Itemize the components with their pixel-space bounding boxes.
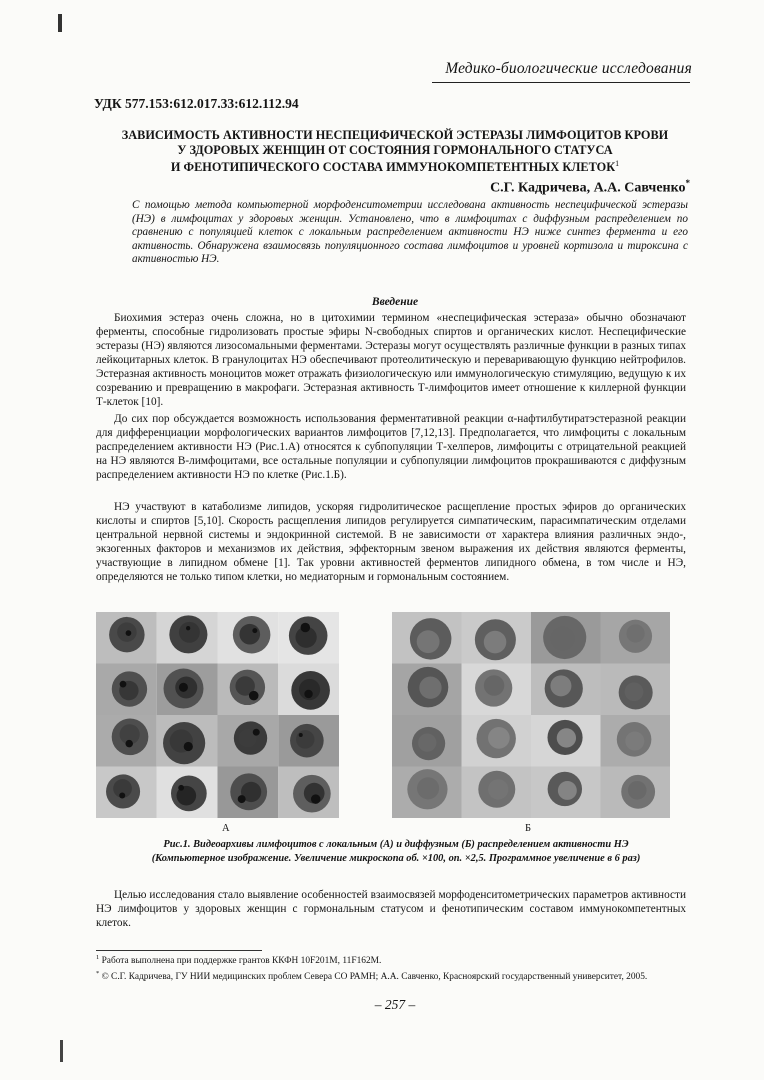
caption-line: (Компьютерное изображение. Увеличение микроскопа об. ×100, оп. ×2,5. Программное увеличение в 6 раз) xyxy=(151,852,641,864)
lymphocyte-tile xyxy=(531,715,601,767)
lymphocyte-tile xyxy=(218,612,279,664)
esterase-spot xyxy=(126,630,132,636)
cell-nucleus xyxy=(557,728,576,747)
lymphocyte-tile xyxy=(462,767,532,819)
cell-nucleus xyxy=(484,675,504,695)
footnote: $^1$ Работа выполнена при поддержке грантов ККФН 10F201M, 11F162M. xyxy=(96,954,382,967)
lymphocyte-tile xyxy=(157,715,218,767)
lymphocyte-tile xyxy=(278,612,339,664)
micrograph-panel-b xyxy=(392,612,670,818)
cell-nucleus xyxy=(418,733,436,751)
lymphocyte-tile xyxy=(218,664,279,716)
lymphocyte-tile xyxy=(96,612,157,664)
lymphocyte-tile xyxy=(462,612,532,664)
lymphocyte-tile xyxy=(531,664,601,716)
panel-label-b: Б xyxy=(525,823,532,834)
lymphocyte-tile xyxy=(462,664,532,716)
body-paragraph: НЭ участвуют в катаболизме липидов, ускоряя гидролитическое расщепление простых эфиров до органических кислоты и спиртов [5,10]. Скорость расщепления липидов регулируется симпатическим, парасимпатическим отделами центральной нервной системы и эндокринной системой. В не зависимости от характера влияния различных эндо-, экзогенных факторов и механизмов их действия, эффекторным звеном выражения их действия являются ферменты, участвующие в липидном обмене [1]. Так уровни активностей ферментов липидного обмена, в том числе и НЭ, определяются не только типом клетки, но медиаторным и гормональным состоянием. xyxy=(96,501,686,583)
lymphocyte-tile xyxy=(218,715,279,767)
esterase-spot xyxy=(304,690,312,698)
footnotes xyxy=(96,952,690,983)
footnote-rule xyxy=(96,950,262,951)
authors: С.Г. Кадричева, А.А. Савченко* xyxy=(490,178,690,196)
esterase-spot xyxy=(252,628,257,633)
cell-nucleus xyxy=(625,732,644,751)
udk-code: УДК 577.153:612.017.33:612.112.94 xyxy=(94,96,299,111)
cell-nucleus xyxy=(417,630,440,653)
cell-nucleus xyxy=(239,624,260,645)
lymphocyte-tile xyxy=(278,767,339,819)
lymphocyte-tile xyxy=(462,715,532,767)
footnote-ref: 1 xyxy=(615,159,620,168)
scan-mark xyxy=(58,14,62,32)
cell-nucleus xyxy=(625,682,644,701)
esterase-spot xyxy=(119,793,125,799)
cell-nucleus xyxy=(488,727,510,749)
author-footnote-ref: * xyxy=(685,178,690,188)
title-line: ЗАВИСИМОСТЬ АКТИВНОСТИ НЕСПЕЦИФИЧЕСКОЙ ЭСТЕРАЗЫ ЛИМФОЦИТОВ КРОВИ xyxy=(121,128,669,142)
lymphocyte-tile xyxy=(601,612,671,664)
lymphocyte-tile xyxy=(96,715,157,767)
lymphocyte-tile xyxy=(601,664,671,716)
lymphocyte-tile xyxy=(392,715,462,767)
lymphocyte-tile xyxy=(96,767,157,819)
esterase-spot xyxy=(186,626,190,630)
lymphocyte-tile xyxy=(531,612,601,664)
lymphocyte-tile xyxy=(601,715,671,767)
title-line: И ФЕНОТИПИЧЕСКОГО СОСТАВА ИММУНОКОМПЕТЕНТНЫХ КЛЕТОК$^1$ xyxy=(170,159,620,175)
cell-nucleus xyxy=(558,781,577,800)
lymphocyte-tile xyxy=(392,612,462,664)
esterase-spot xyxy=(238,795,246,803)
lymphocyte-tile xyxy=(278,715,339,767)
lymphocyte-tile xyxy=(96,664,157,716)
lymphocyte-tile xyxy=(278,664,339,716)
cell-nucleus xyxy=(296,730,314,748)
figure-caption xyxy=(96,838,696,865)
lymphocyte-tile xyxy=(157,767,218,819)
body-paragraph: Биохимия эстераз очень сложна, но в цитохимии термином «неспецифическая эстераза» обычно обозначают ферменты, способные гидролизовать простые эфиры N-свободных спиртов и органических кислот. Неспецифические эстеразы (НЭ) являются лизосомальными ферментами. Эстеразы могут осуществлять различные функции в разных типах лейкоцитарных клеток. В гранулоцитах НЭ обеспечивают протеолитическую и переваривающую функцию нейтрофилов. Эстеразная активность моноцитов может отражать физиологическую или иммунологическую стимуляцию, ведущую к их созреванию и превращению в макрофаги. Эстеразная активность Т-лимфоцитов имеет отношение к киллерной функции Т-клеток [10]. xyxy=(96,312,686,408)
running-header: Медико-биологические исследования xyxy=(445,60,692,77)
lymphocyte-tile xyxy=(392,664,462,716)
lymphocyte-tile xyxy=(601,767,671,819)
esterase-spot xyxy=(299,733,303,737)
esterase-spot xyxy=(301,623,311,633)
scan-mark xyxy=(60,1040,63,1062)
body-paragraph: До сих пор обсуждается возможность использования ферментативной реакции α-нафтилбутиратэстеразной реакции для дифференциации морфологических вариантов лимфоцитов [7,12,13]. Предполагается, что лимфоциты с локальным распределением активности НЭ (Рис.1.А) относятся к субпопуляции Т-хелперов, лимфоциты с отрицательной реакцией на НЭ являются В-лимфоцитами, все остальные популяции и субпопуляции лимфоцитов прокрашиваются с диффузным распределением активности НЭ по клетке (Рис.1.Б). xyxy=(96,413,686,481)
body-paragraph: Целью исследования стало выявление особенностей взаимосвязей морфоденситометрических параметров активности НЭ лимфоцитов у здоровых женщин с гормональным статусом и фенотипическим составом иммунокомпетентных клеток. xyxy=(96,889,686,929)
micrograph-panel-a xyxy=(96,612,339,818)
esterase-spot xyxy=(249,691,259,701)
section-heading: Введение xyxy=(371,296,419,308)
cell-nucleus xyxy=(179,622,200,643)
abstract: С помощью метода компьютерной морфоденситометрии исследована активность неспецифической эстеразы (НЭ) в лимфоцитах у здоровых женщин. Установлено, что в лимфоцитах с диффузным распределением по сравнению с популяцией клеток с локальным распределением активности НЭ ниже синтез фермента и его активность. Обнаружена взаимосвязь популяционного состава лимфоцитов и уровней кортизола и тироксина с активностью НЭ. xyxy=(132,199,688,266)
esterase-spot xyxy=(120,681,127,688)
esterase-spot xyxy=(179,683,188,692)
lymphocyte-tile xyxy=(218,767,279,819)
cell-nucleus xyxy=(626,624,644,642)
cell-nucleus xyxy=(419,677,441,699)
esterase-spot xyxy=(311,794,320,803)
lymphocyte-tile xyxy=(157,664,218,716)
footnote: * © С.Г. Кадричева, ГУ НИИ медицинских проблем Севера СО РАМН; А.А. Савченко, Красноярский государственный университет, 2005. xyxy=(96,969,648,982)
cell-nucleus xyxy=(551,627,575,651)
esterase-spot xyxy=(178,785,184,791)
lymphocyte-tile xyxy=(157,612,218,664)
cell-nucleus xyxy=(550,675,571,696)
lymphocyte-tile xyxy=(531,767,601,819)
cell-nucleus xyxy=(488,779,508,799)
article-title xyxy=(100,128,690,175)
lymphocyte-tile xyxy=(392,767,462,819)
panel-label-a: А xyxy=(222,823,230,834)
page-number: – 257 – xyxy=(374,997,416,1012)
cell-nucleus xyxy=(628,781,647,800)
caption-line: Рис.1. Видеоархивы лимфоцитов с локальным (А) и диффузным (Б) распределением активности НЭ xyxy=(163,839,629,850)
title-line: У ЗДОРОВЫХ ЖЕНЩИН ОТ СОСТОЯНИЯ ГОРМОНАЛЬНОГО СТАТУСА xyxy=(177,142,613,157)
cell-nucleus xyxy=(484,631,507,654)
esterase-spot xyxy=(184,742,193,751)
esterase-spot xyxy=(125,740,133,748)
header-rule xyxy=(432,82,690,83)
esterase-spot xyxy=(253,729,260,736)
cell-nucleus xyxy=(417,777,439,799)
